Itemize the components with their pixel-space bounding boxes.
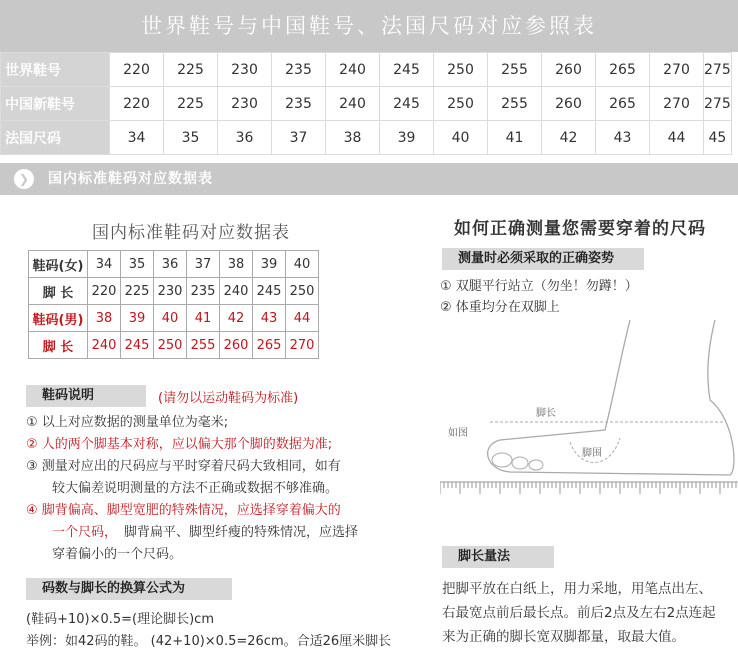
cn-row-label: 鞋码(女) xyxy=(29,251,88,278)
cn-cell: 225 xyxy=(121,278,154,305)
cn-cell: 41 xyxy=(187,305,220,332)
explanation-title: 鞋码说明 xyxy=(26,385,146,407)
size-cell: 265 xyxy=(596,87,650,121)
size-row-label: 法国尺码 xyxy=(1,121,110,155)
size-cell: 250 xyxy=(434,87,488,121)
cn-cell: 36 xyxy=(154,251,187,278)
size-cell: 260 xyxy=(542,53,596,87)
cn-cell: 260 xyxy=(220,332,253,359)
cn-cell: 270 xyxy=(286,332,319,359)
cn-cell: 40 xyxy=(154,305,187,332)
size-cell: 220 xyxy=(110,53,164,87)
cn-cell: 250 xyxy=(286,278,319,305)
size-cell: 42 xyxy=(542,121,596,155)
size-cell: 43 xyxy=(596,121,650,155)
cn-table-row xyxy=(29,278,319,305)
explanation-note: (请勿以运动鞋码为标准) xyxy=(158,391,299,406)
size-table-row xyxy=(1,87,732,121)
size-cell: 230 xyxy=(218,87,272,121)
method-line-1: 把脚平放在白纸上，用力采地，用笔点出左、 xyxy=(442,581,712,597)
rule-1: ① 以上对应数据的测量单位为毫米; xyxy=(26,415,229,430)
formula-example: 举例：如42码的鞋。 (42+10)×0.5=26cm。合适26厘米脚长 xyxy=(26,634,392,649)
cn-cell: 265 xyxy=(253,332,286,359)
size-cell: 255 xyxy=(488,87,542,121)
size-cell: 255 xyxy=(488,53,542,87)
cn-cell: 43 xyxy=(253,305,286,332)
cn-row-label: 脚 长 xyxy=(29,332,88,359)
rule-4-alt: 脚背扁平、脚型纤瘦的特殊情况，应选择 xyxy=(124,525,359,540)
size-cell: 275 xyxy=(704,87,732,121)
foot-length-label: 脚长 xyxy=(536,408,556,419)
size-cell: 41 xyxy=(488,121,542,155)
cn-size-table xyxy=(28,250,319,359)
size-cell: 37 xyxy=(272,121,326,155)
cn-cell: 255 xyxy=(187,332,220,359)
size-table-row xyxy=(1,53,732,87)
cn-cell: 37 xyxy=(187,251,220,278)
cn-cell: 40 xyxy=(286,251,319,278)
posture-step-1: ① 双腿平行站立（勿坐！勿蹲！） xyxy=(440,279,638,294)
size-cell: 270 xyxy=(650,53,704,87)
size-cell: 34 xyxy=(110,121,164,155)
size-cell: 270 xyxy=(650,87,704,121)
size-cell: 35 xyxy=(164,121,218,155)
rule-4-alt-cont: 穿着偏小的一个尺码。 xyxy=(52,547,183,562)
size-cell: 265 xyxy=(596,53,650,87)
size-cell: 275 xyxy=(704,53,732,87)
cn-table-title: 国内标准鞋码对应数据表 xyxy=(92,223,290,243)
size-cell: 250 xyxy=(434,53,488,87)
method-title: 脚长量法 xyxy=(442,546,554,568)
size-cell: 225 xyxy=(164,53,218,87)
cn-cell: 34 xyxy=(88,251,121,278)
formula-line: (鞋码+10)×0.5=(理论脚长)cm xyxy=(26,612,214,627)
size-cell: 240 xyxy=(326,53,380,87)
size-cell: 39 xyxy=(380,121,434,155)
size-cell: 45 xyxy=(704,121,732,155)
page-title: 世界鞋号与中国鞋号、法国尺码对应参照表 xyxy=(0,0,738,52)
size-cell: 245 xyxy=(380,87,434,121)
size-row-label: 中国新鞋号 xyxy=(1,87,110,121)
cn-table-row xyxy=(29,332,319,359)
cn-table-row xyxy=(29,251,319,278)
rule-4: ④ 脚背偏高、脚型宽肥的特殊情况，应选择穿着偏大的 xyxy=(26,503,341,518)
size-cell: 260 xyxy=(542,87,596,121)
rule-3-cont: 较大偏差说明测量的方法不正确或数据不够准确。 xyxy=(52,481,339,496)
cn-row-label: 鞋码(男) xyxy=(29,305,88,332)
posture-step-2: ② 体重均分在双脚上 xyxy=(440,300,560,315)
cn-cell: 42 xyxy=(220,305,253,332)
size-cell: 38 xyxy=(326,121,380,155)
cn-cell: 245 xyxy=(121,332,154,359)
cn-cell: 35 xyxy=(121,251,154,278)
rule-2: ② 人的两个脚基本对称，应以偏大那个脚的数据为准; xyxy=(26,437,333,452)
posture-title: 测量时必须采取的正确姿势 xyxy=(442,248,644,270)
size-table-row xyxy=(1,121,732,155)
rule-3: ③ 测量对应出的尺码应与平时穿着尺码大致相同，如有 xyxy=(26,459,341,474)
cn-cell: 44 xyxy=(286,305,319,332)
size-row-label: 世界鞋号 xyxy=(1,53,110,87)
cn-row-label: 脚 长 xyxy=(29,278,88,305)
foot-diagram xyxy=(440,320,738,500)
size-cell: 240 xyxy=(326,87,380,121)
cn-cell: 39 xyxy=(121,305,154,332)
method-line-3: 来为正确的脚长宽双脚都量，取最大值。 xyxy=(442,629,685,645)
size-cell: 220 xyxy=(110,87,164,121)
chevron-right-icon: ❯ xyxy=(14,169,34,189)
method-line-2: 右最宽点前后最长点。前后2点及左右2点连起 xyxy=(442,605,716,621)
size-cell: 245 xyxy=(380,53,434,87)
foot-girth-label: 脚围 xyxy=(582,448,602,459)
section-bar-title: 国内标准鞋码对应数据表 xyxy=(48,171,213,187)
size-cell: 36 xyxy=(218,121,272,155)
cn-cell: 240 xyxy=(88,332,121,359)
cn-cell: 38 xyxy=(88,305,121,332)
size-cell: 235 xyxy=(272,87,326,121)
cn-cell: 38 xyxy=(220,251,253,278)
cn-cell: 240 xyxy=(220,278,253,305)
cn-cell: 220 xyxy=(88,278,121,305)
cn-cell: 245 xyxy=(253,278,286,305)
size-cell: 40 xyxy=(434,121,488,155)
size-cell: 225 xyxy=(164,87,218,121)
size-cell: 235 xyxy=(272,53,326,87)
measure-title: 如何正确测量您需要穿着的尺码 xyxy=(454,219,706,239)
cn-cell: 230 xyxy=(154,278,187,305)
section-bar xyxy=(0,163,738,195)
rule-4-cont: 一个尺码， xyxy=(52,525,118,540)
cn-cell: 235 xyxy=(187,278,220,305)
size-cell: 44 xyxy=(650,121,704,155)
as-shown-label: 如图 xyxy=(448,428,468,439)
formula-title: 码数与脚长的换算公式为 xyxy=(26,578,232,600)
world-size-table xyxy=(0,52,732,155)
cn-cell: 39 xyxy=(253,251,286,278)
cn-cell: 250 xyxy=(154,332,187,359)
size-cell: 230 xyxy=(218,53,272,87)
cn-table-row xyxy=(29,305,319,332)
